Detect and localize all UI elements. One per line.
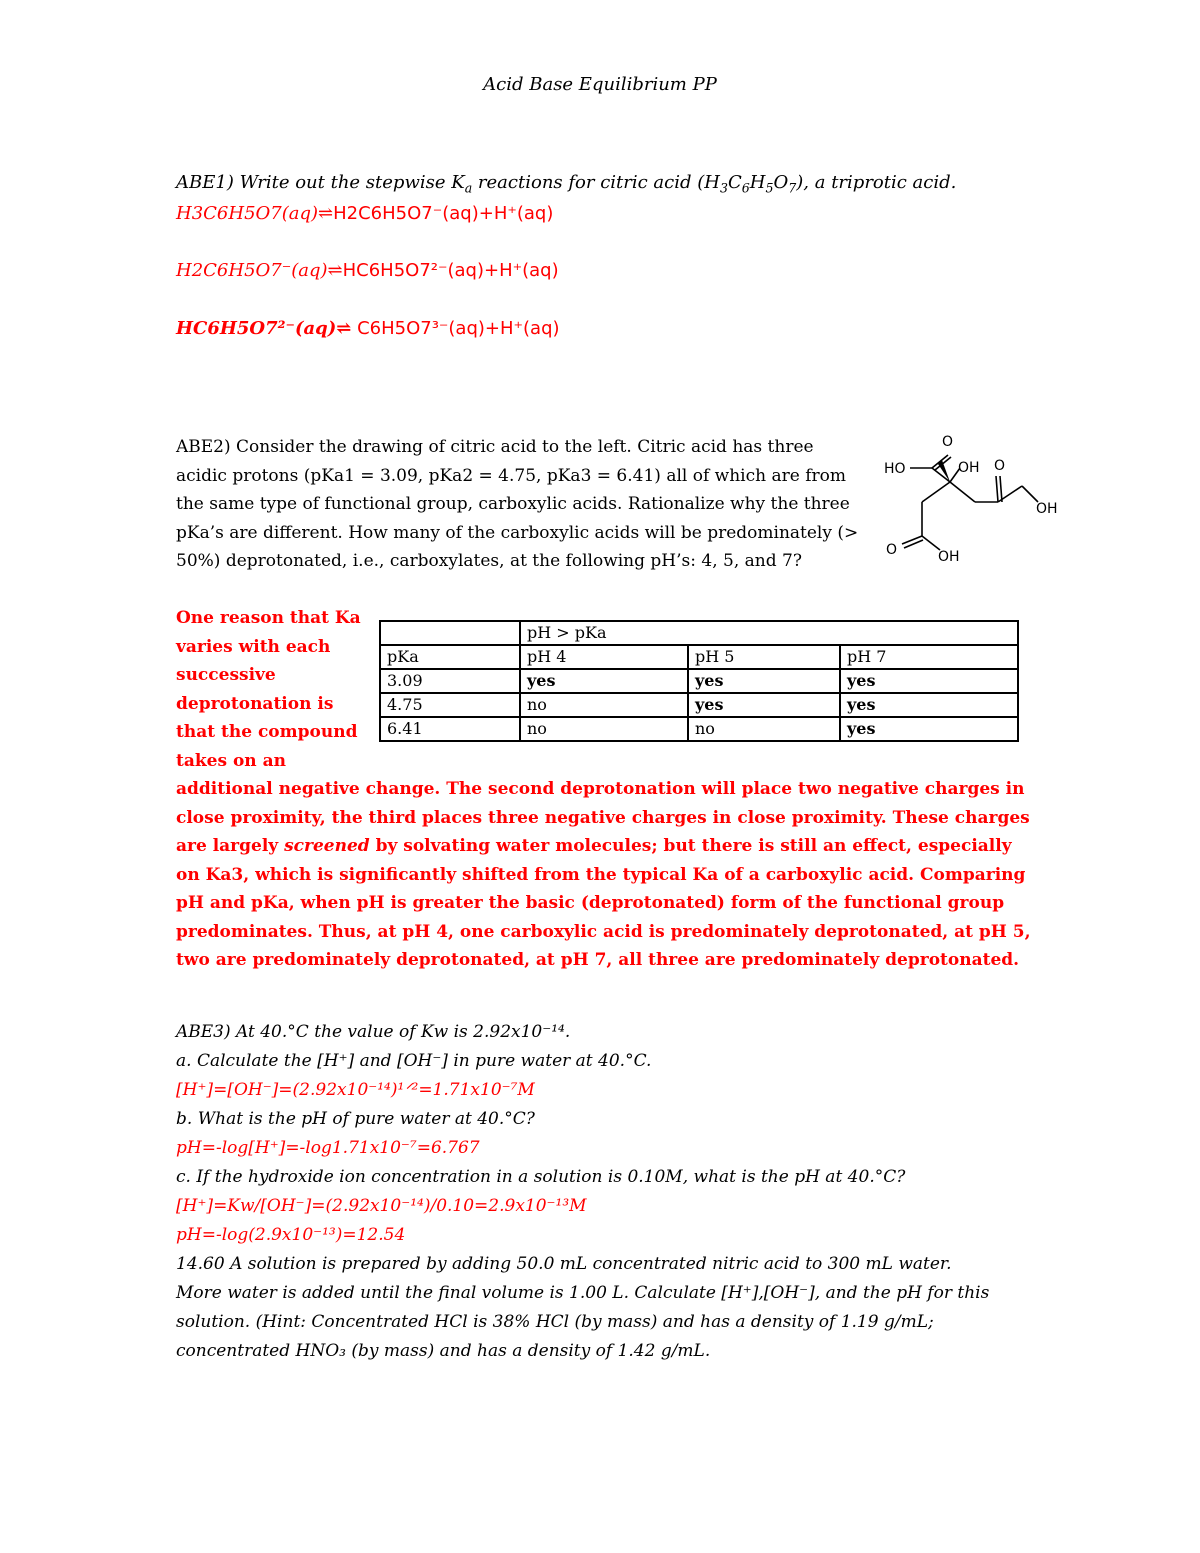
answer-reason-left: One reason that Ka varies with each successive deprotonation is that the compound takes on an — [176, 608, 361, 771]
table-cell: yes — [840, 693, 1018, 717]
table-top-header: pH > pKa — [520, 621, 1018, 645]
abe1-text: ABE1) Write out the stepwise K — [176, 172, 465, 193]
abe1-sub: 6 — [741, 180, 750, 196]
eq-right: C6H5O7³⁻(aq)+H⁺(aq) — [351, 318, 560, 339]
table-header: pKa — [380, 645, 520, 669]
table-cell: yes — [688, 693, 840, 717]
eq-right: H2C6H5O7⁻(aq)+H⁺(aq) — [333, 203, 554, 224]
answer-continuation — [176, 775, 1036, 975]
abe3-answer-c2: pH=-log(2.9x10⁻¹³)=12.54 — [176, 1225, 406, 1245]
table-row — [380, 621, 1018, 645]
citric-acid-structure — [880, 428, 1080, 573]
abe1-sub: 7 — [788, 180, 797, 196]
abe3-answer-a: [H⁺]=[OH⁻]=(2.92x10⁻¹⁴)¹ᐟ²=1.71x10⁻⁷M — [176, 1080, 535, 1100]
table-cell: 3.09 — [380, 669, 520, 693]
abe1-text: O — [773, 172, 789, 193]
eq-right: HC6H5O7²⁻(aq)+H⁺(aq) — [342, 260, 559, 281]
table-cell: 6.41 — [380, 717, 520, 741]
abe1-text: ), a triprotic acid. — [796, 172, 957, 193]
abe1-text: H — [749, 172, 766, 193]
table-cell: yes — [840, 669, 1018, 693]
problem-1460-line4: concentrated HNO₃ (by mass) and has a density of 1.42 g/mL. — [176, 1341, 711, 1361]
abe3-question: ABE3) At 40.°C the value of Kw is 2.92x10⁻¹⁴. — [176, 1022, 571, 1042]
eq-left: H2C6H5O7⁻(aq)⇌ — [176, 260, 343, 281]
mol-label-oh: OH — [938, 549, 960, 565]
abe3-part-b: b. What is the pH of pure water at 40.°C? — [176, 1109, 535, 1129]
answer-emphasis: screened — [284, 836, 370, 856]
table-row — [380, 717, 1018, 741]
table-header: pH 7 — [840, 645, 1018, 669]
eq-left: H3C6H5O7(aq)⇌ — [176, 203, 334, 224]
table-cell: yes — [520, 669, 688, 693]
problem-1460-line3: solution. (Hint: Concentrated HCl is 38% HCl (by mass) and has a density of 1.19 g/mL; — [176, 1312, 934, 1332]
table-cell: no — [688, 717, 840, 741]
table-header: pH 4 — [520, 645, 688, 669]
table-cell: 4.75 — [380, 693, 520, 717]
answer-text: by solvating water molecules; but there is still an effect, especially on Ka3, which is significantly shifted from the typical Ka of a carboxylic acid. Comparing pH and pKa, when pH is greater the basic (deprotonated) form of the functional group predominates. Thus, at pH 4, one carboxylic acid is predominately deprotonated, at pH 5, two are predominately deprotonated, at pH 7, all three are predominately deprotonated. — [176, 836, 1031, 970]
abe3-answer-c1: [H⁺]=Kw/[OH⁻]=(2.92x10⁻¹⁴)/0.10=2.9x10⁻¹³M — [176, 1196, 587, 1216]
abe1-sub: 3 — [719, 180, 728, 196]
page-header: Acid Base Equilibrium PP — [483, 74, 717, 95]
equation-3 — [176, 318, 560, 339]
mol-label-oh: OH — [958, 460, 980, 476]
eq-left: HC6H5O7²⁻(aq)⇌ — [176, 318, 352, 339]
table-header: pH 5 — [688, 645, 840, 669]
mol-label-oh: OH — [1036, 501, 1058, 517]
table-row — [380, 693, 1018, 717]
mol-label-ho: HO — [884, 461, 906, 477]
abe1-text: C — [727, 172, 742, 193]
table-row — [380, 669, 1018, 693]
equation-2 — [176, 260, 559, 281]
table-cell: yes — [840, 717, 1018, 741]
answer-text: additional negative change. The second deprotonation will place two negative charges in close proximity, the third places three negative charges in close proximity. These charges are largely — [176, 779, 1030, 856]
table-cell: no — [520, 693, 688, 717]
abe3-part-a: a. Calculate the [H⁺] and [OH⁻] in pure water at 40.°C. — [176, 1051, 652, 1071]
abe1-sub: 5 — [765, 180, 774, 196]
table-row — [380, 645, 1018, 669]
abe1-question — [176, 172, 956, 196]
mol-label-o: O — [994, 458, 1006, 474]
table-cell — [380, 621, 520, 645]
abe3-part-c: c. If the hydroxide ion concentration in a solution is 0.10M, what is the pH at 40.°C? — [176, 1167, 906, 1187]
equation-1 — [176, 203, 553, 224]
abe1-text: reactions for citric acid (H — [472, 172, 720, 193]
table-cell: yes — [688, 669, 840, 693]
table-cell: no — [520, 717, 688, 741]
mol-label-o: O — [886, 542, 898, 558]
abe2-question: ABE2) Consider the drawing of citric acid to the left. Citric acid has three acidic protons (pKa1 = 3.09, pKa2 = 4.75, pKa3 = 6.41) all of which are from the same type of functional group, carboxylic acids. Rationalize why the three pKa’s are different. How many of the carboxylic acids will be predominately (> 50%) deprotonated, i.e., carboxylates, at the following pH’s: 4, 5, and 7? — [176, 437, 859, 571]
problem-1460-line2: More water is added until the final volume is 1.00 L. Calculate [H⁺],[OH⁻], and the pH for this — [176, 1283, 990, 1303]
pka-table — [379, 620, 1019, 742]
problem-1460-line1: 14.60 A solution is prepared by adding 50.0 mL concentrated nitric acid to 300 mL water. — [176, 1254, 952, 1274]
abe3-answer-b: pH=-log[H⁺]=-log1.71x10⁻⁷=6.767 — [176, 1138, 480, 1158]
mol-label-o: O — [942, 434, 954, 450]
abe1-sub: a — [464, 180, 473, 196]
